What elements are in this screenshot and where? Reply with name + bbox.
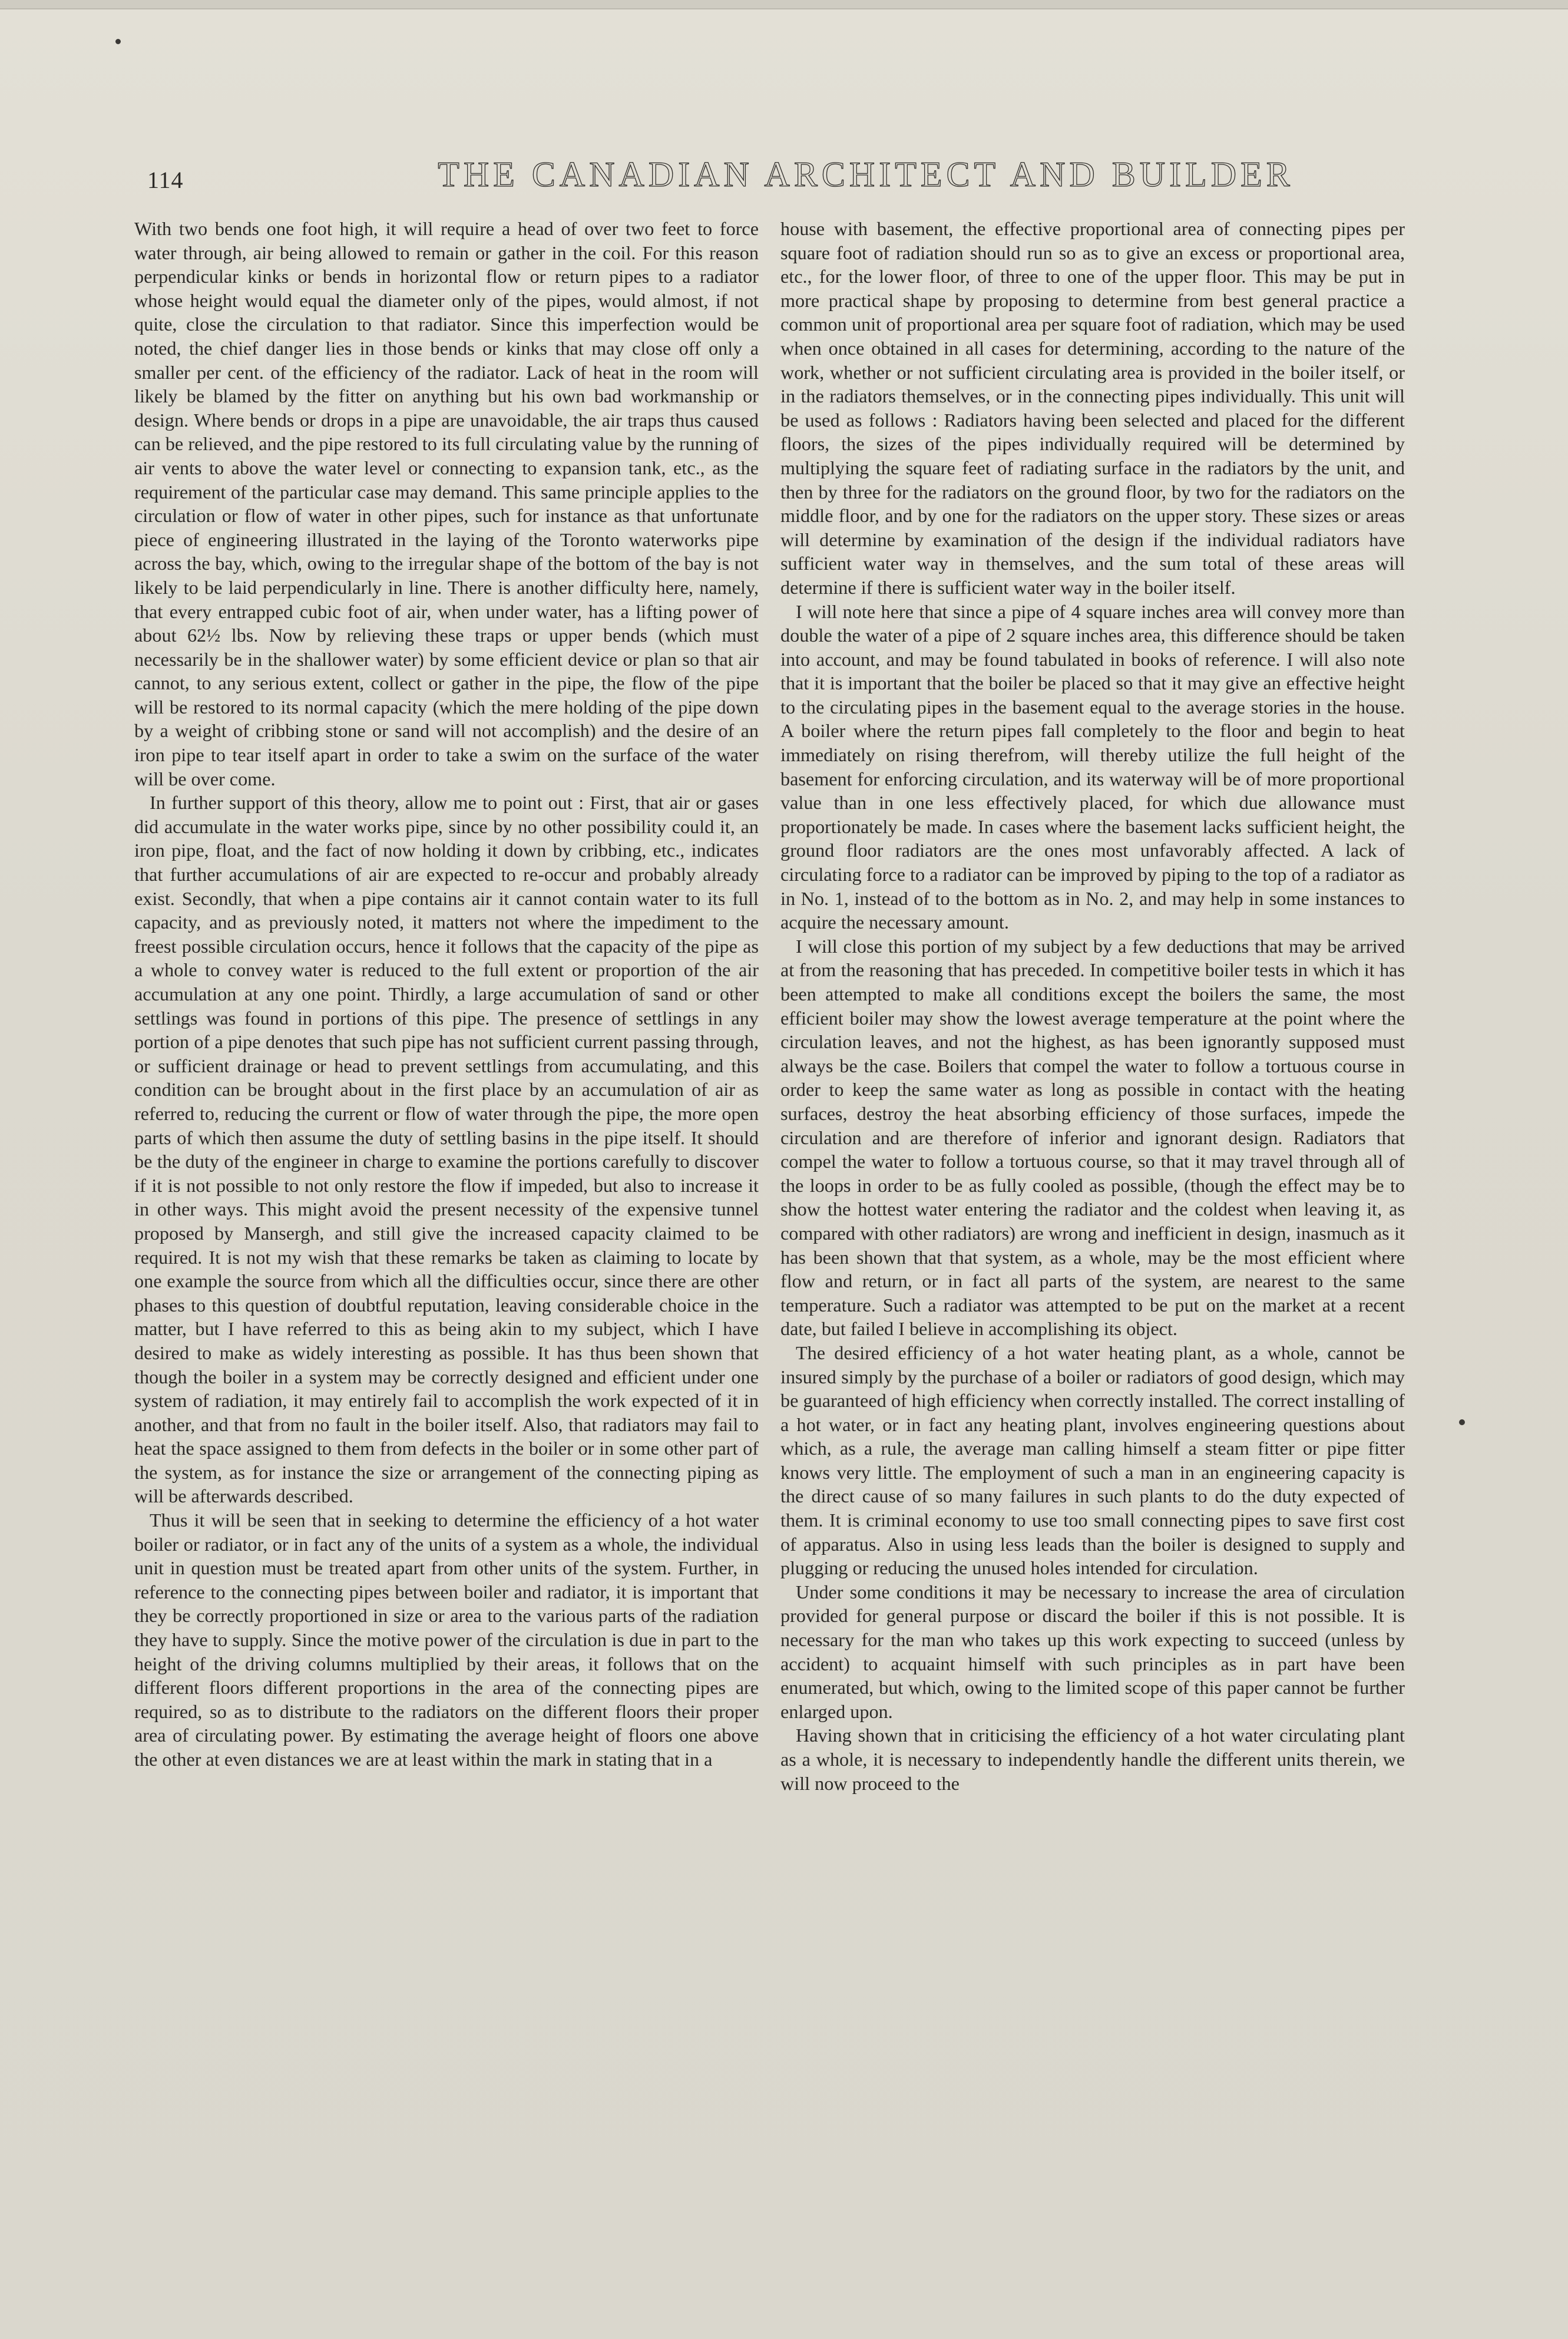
page-header: [147, 154, 1414, 201]
ink-speck: [115, 39, 121, 44]
paragraph: house with basement, the effective proportional area of connecting pipes per square foot of radiation should run so as to give an excess or proportional area, etc., for the lower floor, of three to one of the upper floor. This may be put in more practical shape by proposing to determine from best general practice a common unit of proportional area per square foot of radiation, which may be used when once obtained in all cases for determining, according to the nature of the work, whether or not sufficient circulating area is provided in the boiler itself, or in the radiators themselves, or in the connecting pipes individually. This unit will be used as follows : Radiators having been selected and placed for the different floors, the sizes of the pipes individually required will be determined by multiplying the square feet of radiating surface in the radiators by the unit, and then by three for the radiators on the ground floor, by two for the radiators on the middle floor, and by one for the radiators on the upper story. These sizes or areas will determine by examination of the design if the individual radiators have sufficient water way in themselves, and the sum total of these areas will determine if there is sufficient water way in the boiler itself.: [780, 218, 1405, 598]
paragraph: The desired efficiency of a hot water heating plant, as a whole, cannot be insured simply by the purchase of a boiler or radiators of good design, which may be guaranteed of high efficiency when correctly installed. The correct installing of a hot water, or in fact any heating plant, involves engineering questions about which, as a rule, the average man calling himself a steam fitter or pipe fitter knows very little. The employment of such a man in an engineering capacity is the direct cause of so many failures in such plants to do the duty expected of them. It is criminal economy to use too small connecting pipes to save first cost of apparatus. Also in using less leads than the boiler is designed to supply and plugging or reducing the unused holes intended for circulation.: [780, 1342, 1405, 1579]
paragraph: With two bends one foot high, it will require a head of over two feet to force water through, air being allowed to remain or gather in the coil. For this reason perpendicular kinks or bends in horizontal flow or return pipes to a radiator whose height would equal the diameter only of the pipes, would almost, if not quite, close the circulation to that radiator. Since this imperfection would be noted, the chief danger lies in those bends or kinks that may close off only a smaller per cent. of the efficiency of the radiator. Lack of heat in the room will likely be blamed by the fitter on anything but his own bad workmanship or design. Where bends or drops in a pipe are unavoidable, the air traps thus caused can be relieved, and the pipe restored to its full circulating value by the running of air vents to above the water level or connecting to expansion tank, etc., as the requirement of the particular case may demand. This same principle applies to the circulation or flow of water in other pipes, such for instance as that unfortunate piece of engineering illustrated in the laying of the Toronto waterworks pipe across the bay, which, owing to the irregular shape of the bottom of the bay is not likely to be laid perpendicularly in line. There is another difficulty here, namely, that every entrapped cubic foot of air, when under water, has a lifting power of about 62½ lbs. Now by relieving these traps or upper bends (which must necessarily be in the shallower water) by some efficient device or plan so that air cannot, to any serious extent, collect or gather in the pipe, the flow of the pipe will be restored to its normal capacity (which the mere holding of the pipe down by a weight of cribbing stone or sand will not accomplish) and the desire of an iron pipe to tear itself apart in order to take a swim on the surface of the water will be over come.: [134, 218, 759, 789]
page-top-edge: [0, 0, 1568, 9]
paragraph: Having shown that in criticising the efficiency of a hot water circulating plant as a whole, it is necessary to independently handle the different units therein, we will now proceed to the: [780, 1724, 1405, 1794]
right-column: [780, 217, 1405, 1795]
paragraph: In further support of this theory, allow me to point out : First, that air or gases did accumulate in the water works pipe, since by no other possibility could it, an iron pipe, float, and the fact of now holding it down by cribbing, etc., indicates that further accumulations of air are expected to re-occur and probably already exist. Secondly, that when a pipe contains air it cannot contain water to its full capacity, and as previously noted, it matters not where the impediment to the freest possible circulation occurs, hence it follows that the capacity of the pipe as a whole to convey water is reduced to the full extent or proportion of the air accumulation at any one point. Thirdly, a large accumulation of sand or other settlings was found in portions of this pipe. The presence of settlings in any portion of a pipe denotes that such pipe has not sufficient current passing through, or sufficient drainage or head to prevent settlings from accumulating, and this condition can be brought about in the first place by an accumulation of air as referred to, reducing the current or flow of water through the pipe, the more open parts of which then assume the duty of settling basins in the pipe itself. It should be the duty of the engineer in charge to examine the portions carefully to discover if it is not possible to not only restore the flow if impeded, but also to increase it in other ways. This might avoid the present necessity of the expensive tunnel proposed by Mansergh, and still give the increased capacity claimed to be required. It is not my wish that these remarks be taken as claiming to locate by one example the source from which all the difficulties occur, since there are other phases to this question of doubtful reputation, leaving considerable choice in the matter, but I have referred to this as being akin to my subject, which I have desired to make as widely interesting as possible. It has thus been shown that though the boiler in a system may be correctly designed and efficient under one system of radiation, it may entirely fail to accomplish the work expected of it in another, and that from no fault in the boiler itself. Also, that radiators may fail to heat the space assigned to them from defects in the boiler or in some other part of the system, as for instance the size or arrangement of the connecting piping as will be afterwards described.: [134, 792, 759, 1507]
paragraph: Under some conditions it may be necessary to increase the area of circulation provided for general purpose or discard the boiler if this is not possible. It is necessary for the man who takes up this work expecting to succeed (unless by accident) to acquaint himself with such principles as in part have been enumerated, but which, owing to the limited scope of this paper cannot be further enlarged upon.: [780, 1581, 1405, 1722]
ink-speck: [1459, 1419, 1465, 1425]
paragraph: I will close this portion of my subject by a few deductions that may be arrived at from the reasoning that has preceded. In competitive boiler tests in which it has been attempted to make all conditions except the boilers the same, the most efficient boiler may show the lowest average temperature at the point where the circulation leaves, and not the highest, as has been ignorantly supposed must always be the case. Boilers that compel the water to follow a tortuous course in order to keep the same water as long as possible in contact with the heating surfaces, destroy the heat absorbing efficiency of those surfaces, impede the circulation and are therefore of inferior and ignorant design. Radiators that compel the water to follow a tortuous course, so that it may travel through all of the loops in order to be as fully cooled as possible, (though the effect may be to show the hottest water entering the radiator and the coldest when leaving it, as compared with other radiators) are wrong and inefficient in design, inasmuch as it has been shown that that system, as a whole, may be the most efficient where flow and return, or in fact all parts of the system, are nearest to the same temperature. Such a radiator was attempted to be put on the market at a recent date, but failed I believe in accomplishing its object.: [780, 935, 1405, 1340]
left-column: [134, 217, 759, 1772]
paragraph: I will note here that since a pipe of 4 square inches area will convey more than double the water of a pipe of 2 square inches area, this difference should be taken into account, and may be found tabulated in books of reference. I will also note that it is important that the boiler be placed so that it may give an effective height to the circulating pipes in the basement equal to the average stories in the house. A boiler where the return pipes fall completely to the floor and begin to heat immediately on rising therefrom, will thereby utilize the full height of the basement for enforcing circulation, and its waterway will be of more proportional value than in one less effectively placed, for which due allowance must proportionately be made. In cases where the basement lacks sufficient height, the ground floor radiators are the ones most unfavorably affected. A lack of circulating force to a radiator can be improved by piping to the top of a radiator as in No. 1, instead of to the bottom as in No. 2, and may help in some instances to acquire the necessary amount.: [780, 600, 1405, 933]
running-title: THE CANADIAN ARCHITECT AND BUILDER: [438, 155, 1294, 194]
paragraph: Thus it will be seen that in seeking to determine the efficiency of a hot water boiler or radiator, or in fact any of the units of a system as a whole, the individual unit in question must be treated apart from other units of the system. Further, in reference to the connecting pipes between boiler and radiator, it is important that they be correctly proportioned in size or area to the various parts of the radiation they have to supply. Since the motive power of the circulation is due in part to the height of the driving columns multiplied by their areas, it follows that on the different floors different proportions in the area of the connecting pipes are required, so as to distribute to the radiators on the different floors their proper area of circulating power. By estimating the average height of floors one above the other at even distances we are at least within the mark in stating that in a: [134, 1509, 759, 1770]
page-number: 114: [147, 167, 184, 193]
